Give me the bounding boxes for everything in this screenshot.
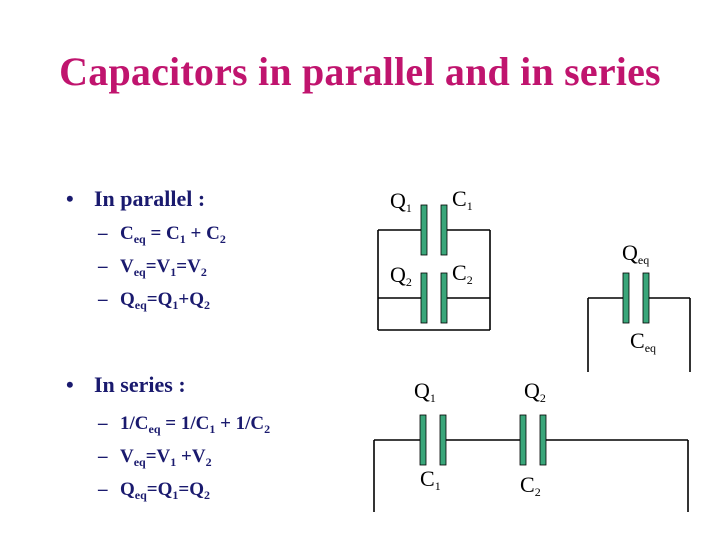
parallel-capacitor-2 <box>421 273 447 323</box>
page-title: Capacitors in parallel and in series <box>59 49 661 94</box>
series-heading: • In series : <box>66 372 186 397</box>
series-voltage-eq: – $V_{eq}=V_1 +V_2$ <box>98 446 212 469</box>
bullet-icon: • <box>66 186 74 211</box>
bullet-icon: • <box>66 372 74 397</box>
series-capacitor-2 <box>520 415 546 465</box>
series-capacitance-eq: – $1/C_{eq} = 1/C_1 + 1/C_2$ <box>98 413 271 436</box>
label-qeq: $Q_{eq}$ <box>622 240 650 267</box>
label-series-c2: $C_2$ <box>520 472 541 499</box>
label-series-q2: $Q_2$ <box>524 378 546 405</box>
parallel-capacitor-1 <box>421 205 447 255</box>
label-series-q1: $Q_1$ <box>414 378 436 405</box>
parallel-voltage-eq: – $V_{eq}=V_1=V_2$ <box>98 256 207 279</box>
label-q1: $Q_1$ <box>390 188 412 215</box>
parallel-heading: • In parallel : <box>66 186 206 211</box>
label-ceq: $C_{eq}$ <box>630 328 657 355</box>
series-charge-eq: – $Q_{eq}=Q_1=Q_2$ <box>98 479 210 502</box>
label-c1: $C_1$ <box>452 186 473 213</box>
parallel-charge-eq: – $Q_{eq}=Q_1+Q_2$ <box>98 289 210 312</box>
label-q2: $Q_2$ <box>390 262 412 289</box>
equivalent-capacitor <box>623 273 649 323</box>
label-c2: $C_2$ <box>452 260 473 287</box>
label-series-c1: $C_1$ <box>420 466 441 493</box>
series-capacitor-1 <box>420 415 446 465</box>
parallel-capacitance-eq: – $C_{eq} = C_1 + C_2$ <box>98 223 226 246</box>
